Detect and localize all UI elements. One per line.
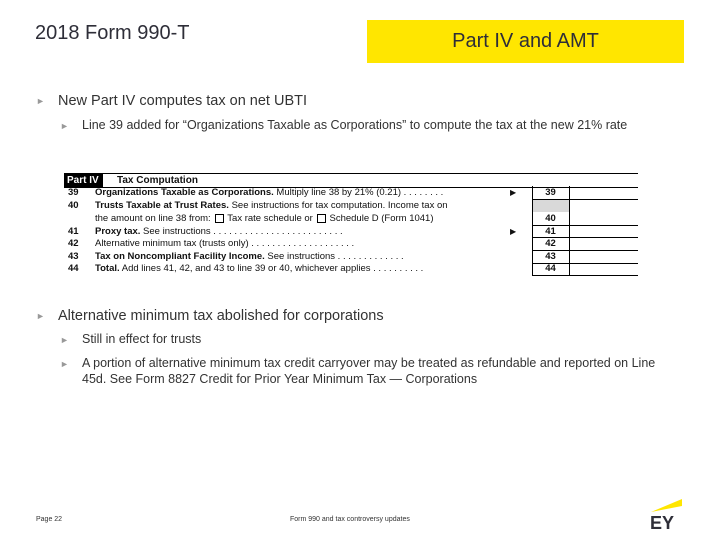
line-desc: Add lines 41, 42, and 43 to line 39 or 40, whichever applies . . . . . . . . . . [119, 263, 424, 274]
line-desc: the amount on line 38 from: [95, 213, 211, 224]
line-number: 40 [68, 200, 79, 211]
line-number: 41 [68, 226, 79, 237]
bullet-1-1 [60, 117, 660, 133]
line-text [95, 263, 423, 275]
bullet-arrow-icon: ► [60, 121, 69, 131]
line-bold: Total. [95, 263, 120, 274]
bullet-arrow-icon: ► [36, 311, 45, 321]
form-line-41 [64, 226, 638, 238]
line-bold: Proxy tax. [95, 226, 141, 237]
part-label: Part IV [64, 174, 103, 187]
line-ref: 40 [545, 213, 556, 224]
line-ref: 43 [545, 251, 556, 262]
line-text [95, 187, 443, 199]
bullet-1-1-text: Line 39 added for “Organizations Taxable as Corporations” to compute the tax at the new 21% rate [82, 118, 628, 132]
page-number: Page 22 [36, 516, 63, 523]
line-bold: Tax on Noncompliant Facility Income. [95, 251, 265, 262]
bullet-arrow-icon: ► [60, 359, 69, 369]
form-line-44 [64, 263, 638, 275]
line-bold: Organizations Taxable as Corporations. [95, 187, 274, 198]
line-text [95, 200, 448, 212]
section-banner [367, 20, 684, 63]
bullet-2-1-text: Still in effect for trusts [82, 332, 202, 346]
line-number: 43 [68, 251, 79, 262]
ey-logo-text: EY [650, 513, 675, 530]
ey-logo [648, 496, 684, 530]
line-desc: See instructions for tax computation. Income tax on [228, 200, 448, 211]
arrow-icon: ▶ [510, 188, 517, 197]
bullet-2-2 [60, 355, 680, 387]
line-ref: 44 [545, 263, 556, 274]
line-desc: Alternative minimum tax (trusts only) . . . . . . . . . . . . . . . . . . . . [95, 238, 355, 249]
checkbox-schedule-d[interactable] [317, 214, 326, 223]
banner-label: Part IV and AMT [452, 30, 599, 52]
form-line-43 [64, 251, 638, 263]
part-heading: Tax Computation [117, 175, 198, 186]
bullet-2 [36, 307, 384, 325]
form-990t-part-iv-excerpt [64, 173, 638, 276]
line-number: 39 [68, 187, 79, 198]
line-ref: 39 [545, 187, 556, 198]
form-line-40 [64, 200, 638, 212]
line-ref: 42 [545, 238, 556, 249]
option-label: Schedule D (Form 1041) [329, 213, 434, 224]
line-number: 42 [68, 238, 79, 249]
line-number: 44 [68, 263, 79, 274]
option-label: Tax rate schedule or [227, 213, 313, 224]
form-line-39 [64, 187, 638, 199]
bullet-2-2-text: A portion of alternative minimum tax credit carryover may be treated as refundable and reported on Line 45d. See Form 8827 Credit for Prior Year Minimum Tax — Corporations [82, 356, 656, 386]
line-desc: See instructions . . . . . . . . . . . . . [264, 251, 404, 262]
line-desc: Multiply line 38 by 21% (0.21) . . . . . . . . [273, 187, 444, 198]
ey-logo-beam [651, 499, 682, 512]
bullet-arrow-icon: ► [36, 96, 45, 106]
slide-title: 2018 Form 990-T [35, 22, 190, 44]
form-line-40-cont [64, 213, 638, 225]
line-text [95, 226, 343, 238]
bullet-arrow-icon: ► [60, 335, 69, 345]
bullet-2-text: Alternative minimum tax abolished for corporations [58, 308, 384, 324]
bullet-1 [36, 92, 307, 110]
line-desc: See instructions . . . . . . . . . . . . . . . . . . . . . . . . . [140, 226, 343, 237]
bullet-2-1 [60, 331, 201, 347]
arrow-icon: ▶ [510, 227, 517, 236]
line-text [95, 238, 354, 250]
checkbox-tax-rate-schedule[interactable] [215, 214, 224, 223]
footer-caption: Form 990 and tax controversy updates [290, 516, 410, 523]
rule [532, 275, 638, 276]
form-line-42 [64, 238, 638, 250]
bullet-1-text: New Part IV computes tax on net UBTI [58, 93, 308, 109]
line-ref: 41 [545, 226, 556, 237]
line-text [95, 251, 404, 263]
line-bold: Trusts Taxable at Trust Rates. [95, 200, 229, 211]
line-text [95, 213, 434, 225]
